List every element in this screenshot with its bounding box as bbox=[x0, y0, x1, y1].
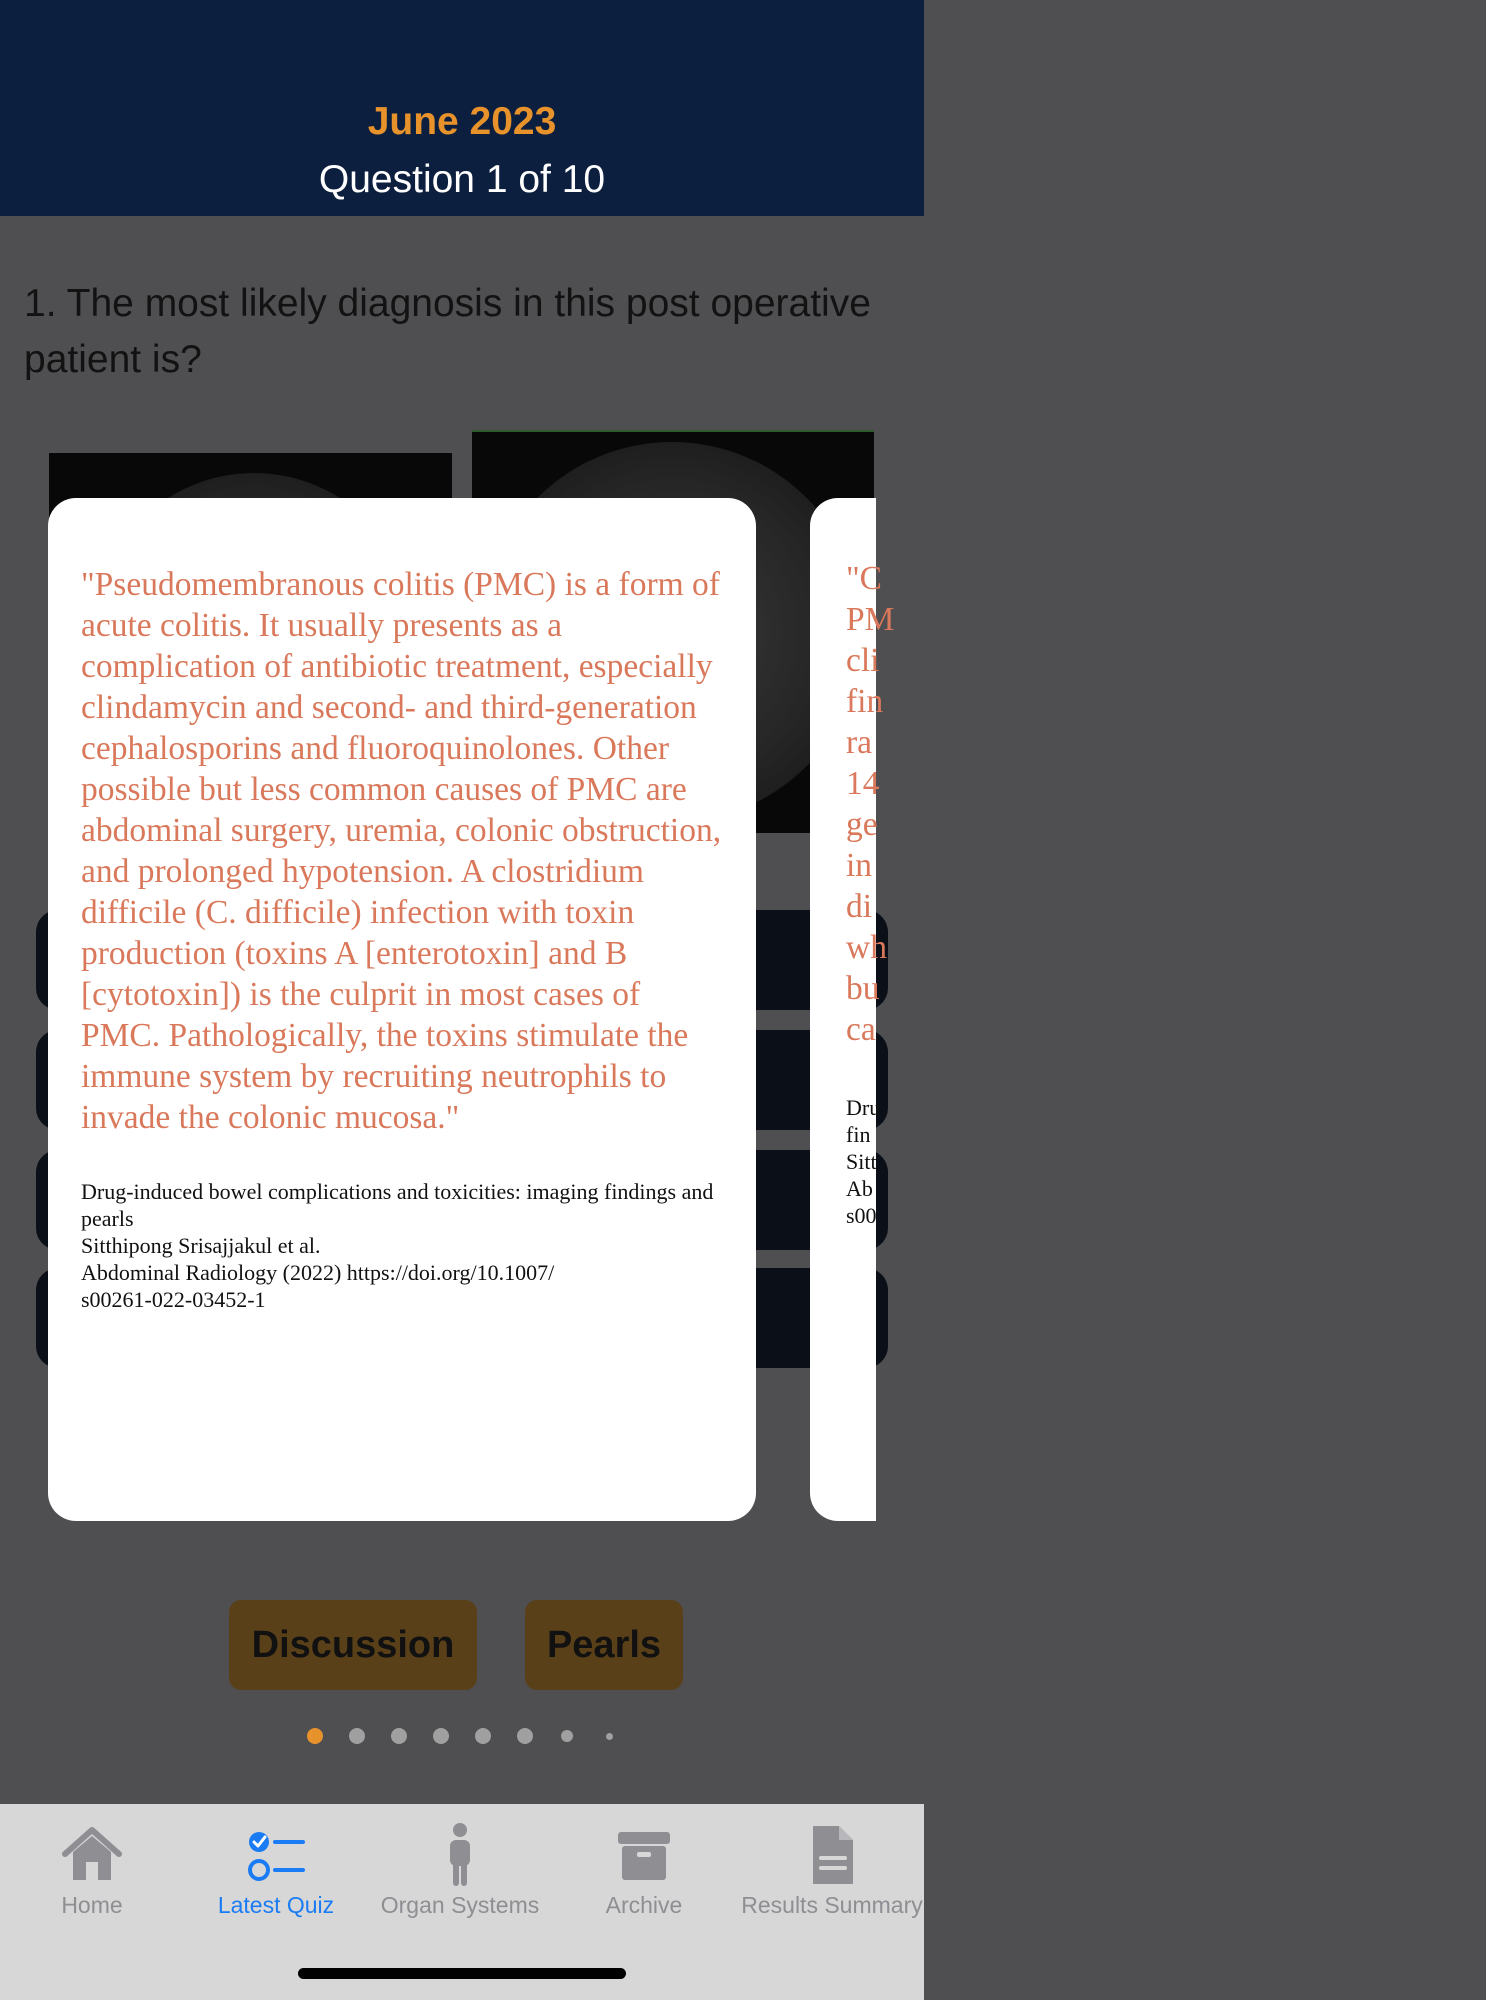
home-indicator[interactable] bbox=[298, 1968, 626, 1979]
tab-archive-label: Archive bbox=[605, 1892, 683, 1918]
citation-authors: Sitthipong Srisajjakul et al. bbox=[81, 1233, 321, 1258]
next-pearl-card[interactable] bbox=[810, 498, 895, 1521]
page-dot[interactable] bbox=[475, 1728, 491, 1744]
discussion-button[interactable]: Discussion bbox=[229, 1600, 477, 1690]
tab-results-summary-label: Results Summary bbox=[741, 1892, 923, 1918]
tab-results-summary[interactable] bbox=[740, 1814, 924, 1934]
tab-home[interactable] bbox=[0, 1814, 184, 1934]
tab-latest-quiz-label: Latest Quiz bbox=[217, 1892, 335, 1918]
next-pearl-quote: "C PM cli fin ra 14 ge in di wh bu ca bbox=[846, 560, 895, 1048]
citation-title: Drug-induced bowel complications and toxicities: imaging findings and pearls bbox=[81, 1179, 714, 1231]
page-dot[interactable] bbox=[606, 1733, 613, 1740]
next-pearl-citation: Dru fin Sitt Ab s00 bbox=[846, 1095, 881, 1228]
quiz-month-title: June 2023 bbox=[367, 100, 557, 143]
page-dot[interactable] bbox=[561, 1730, 573, 1742]
page-dot[interactable] bbox=[517, 1728, 533, 1744]
tab-archive[interactable] bbox=[552, 1814, 736, 1934]
house-icon bbox=[57, 1820, 127, 1890]
archive-box-icon bbox=[609, 1820, 679, 1890]
tab-organ-systems-label: Organ Systems bbox=[380, 1892, 540, 1918]
tab-organ-systems[interactable] bbox=[368, 1814, 552, 1934]
person-icon bbox=[425, 1820, 495, 1890]
page-dot[interactable] bbox=[433, 1728, 449, 1744]
question-text: 1. The most likely diagnosis in this post operative patient is? bbox=[24, 282, 871, 381]
quiz-header bbox=[0, 0, 924, 216]
page-indicator bbox=[0, 1726, 924, 1746]
tab-home-label: Home bbox=[61, 1892, 123, 1918]
pearls-button[interactable]: Pearls bbox=[525, 1600, 683, 1690]
page-dot[interactable] bbox=[349, 1728, 365, 1744]
pearl-citation bbox=[81, 1178, 724, 1313]
checklist-icon bbox=[241, 1820, 311, 1890]
document-icon bbox=[797, 1820, 867, 1890]
pearl-quote: "Pseudomembranous colitis (PMC) is a form of acute colitis. It usually presents as a complication of antibiotic treatment, especially clindamycin and second- and third-generation cephalosporins and fluoroquinolones. Other possible but less common causes of PMC are abdominal surgery, uremia, colonic obstruction, and prolonged hypotension. A clostridium difficile (C. difficile) infection with toxin production (toxins A [enterotoxin] and B [cytotoxin]) is the culprit in most cases of PMC. Pathologically, the toxins stimulate the immune system by recruiting neutrophils to invade the colonic mucosa." bbox=[81, 566, 722, 1136]
page-dot[interactable] bbox=[391, 1728, 407, 1744]
question-counter: Question 1 of 10 bbox=[318, 158, 606, 201]
citation-journal[interactable]: Abdominal Radiology (2022) https://doi.org/10.1007/ s00261-022-03452-1 bbox=[81, 1260, 555, 1312]
page-dot[interactable] bbox=[307, 1728, 323, 1744]
tab-latest-quiz[interactable] bbox=[184, 1814, 368, 1934]
pearl-card[interactable] bbox=[48, 498, 756, 1521]
